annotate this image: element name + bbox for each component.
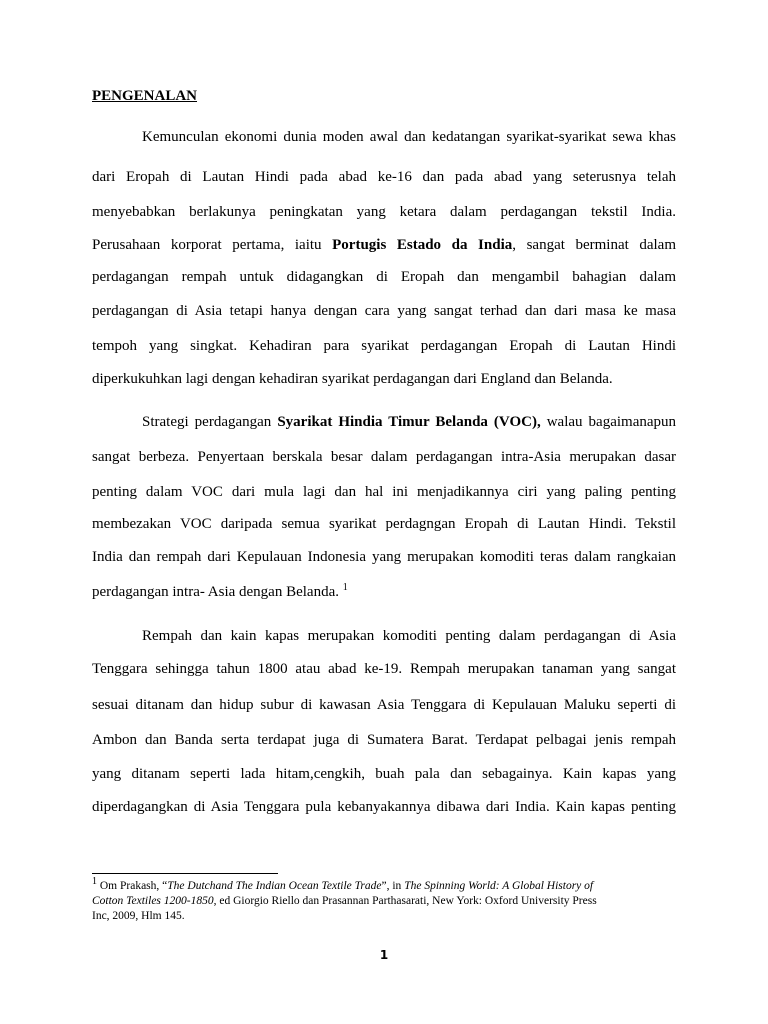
paragraph-2-text: Strategi perdagangan	[142, 414, 278, 430]
voc-bold: Syarikat Hindia Timur Belanda (VOC),	[277, 414, 541, 430]
paragraph-3-line-3: sesuai ditanam dan hidup subur di kawasan Asia Tenggara di Kepulauan Maluku seperti di	[92, 697, 676, 713]
paragraph-1-line-6: perdagangan di Asia tetapi hanya dengan cara yang sangat terhad dan dari masa ke masa	[92, 303, 676, 319]
paragraph-3-line-4: Ambon dan Banda serta terdapat juga di Sumatera Barat. Terdapat pelbagai jenis rempah	[92, 732, 676, 748]
paragraph-1-line-7: tempoh yang singkat. Kehadiran para syarikat perdagangan Eropah di Lautan Hindi	[92, 338, 676, 354]
footnote-marker: 1	[92, 876, 97, 888]
paragraph-3-line-5: yang ditanam seperti lada hitam,cengkih, buah pala dan sebagainya. Kain kapas yang	[92, 766, 676, 782]
footnote-book-title: Cotton Textiles 1200-1850	[92, 895, 214, 907]
section-heading: PENGENALAN	[92, 88, 198, 104]
paragraph-2-line-3: penting dalam VOC dari mula lagi dan hal ini menjadikannya ciri yang paling penting	[92, 484, 676, 500]
footnote-reference[interactable]: 1	[342, 582, 348, 593]
paragraph-1-line-4	[92, 235, 676, 255]
paragraph-1-line-8: diperkukuhkan lagi dengan kehadiran syarikat perdagangan dari England dan Belanda.	[92, 371, 613, 387]
paragraph-1-line-1: Kemunculan ekonomi dunia moden awal dan kedatangan syarikat-syarikat sewa khas	[142, 129, 676, 145]
footnote-text: ”, in	[381, 880, 405, 892]
footnote-line-2	[92, 894, 692, 908]
paragraph-3-line-2: Tenggara sehingga tahun 1800 atau abad ke-19. Rempah merupakan tanaman yang sangat	[92, 661, 676, 677]
paragraph-3-line-1: Rempah dan kain kapas merupakan komoditi penting dalam perdagangan di Asia	[142, 628, 676, 644]
footnote-author: Om Prakash, “	[97, 880, 168, 892]
paragraph-1-line-2: dari Eropah di Lautan Hindi pada abad ke-16 dan pada abad yang seterusnya telah	[92, 169, 676, 185]
paragraph-2-line-5: India dan rempah dari Kepulauan Indonesia yang merupakan komoditi teras dalam rangkaian	[92, 549, 676, 565]
paragraph-2-line-6	[92, 582, 676, 602]
paragraph-1-text: , sangat berminat dalam	[512, 237, 677, 253]
footnote-line-1	[92, 876, 692, 893]
portugis-estado-bold: Portugis Estado da India	[332, 237, 513, 253]
paragraph-1-line-5: perdagangan rempah untuk didagangkan di Eropah dan mengambil bahagian dalam	[92, 269, 676, 285]
paragraph-1-line-3: menyebabkan berlakunya peningkatan yang ketara dalam perdagangan tekstil India.	[92, 204, 676, 220]
footnote-article-title: The Dutchand The Indian Ocean Textile Trade	[167, 880, 382, 892]
paragraph-1-text: Perusahaan korporat pertama, iaitu	[92, 237, 333, 253]
paragraph-2-line-2: sangat berbeza. Penyertaan berskala besar dalam perdagangan intra-Asia merupakan dasar	[92, 449, 676, 465]
paragraph-2-text: perdagangan intra- Asia dengan Belanda.	[92, 584, 343, 600]
paragraph-3-line-6: diperdagangkan di Asia Tenggara pula kebanyakannya dibawa dari India. Kain kapas penting	[92, 799, 676, 815]
footnote-separator	[92, 873, 278, 874]
footnote-book-title: The Spinning World: A Global History of	[404, 880, 594, 892]
paragraph-2-line-1	[142, 412, 676, 432]
paragraph-2-text: walau bagaimanapun	[540, 414, 677, 430]
page-number: 1	[379, 948, 389, 962]
footnote-line-3: Inc, 2009, Hlm 145.	[92, 910, 185, 922]
paragraph-2-line-4: membezakan VOC daripada semua syarikat perdagngan Eropah di Lautan Hindi. Tekstil	[92, 516, 676, 532]
footnote-text: , ed Giorgio Riello dan Prasannan Parthasarati, New York: Oxford University Press	[213, 895, 597, 907]
